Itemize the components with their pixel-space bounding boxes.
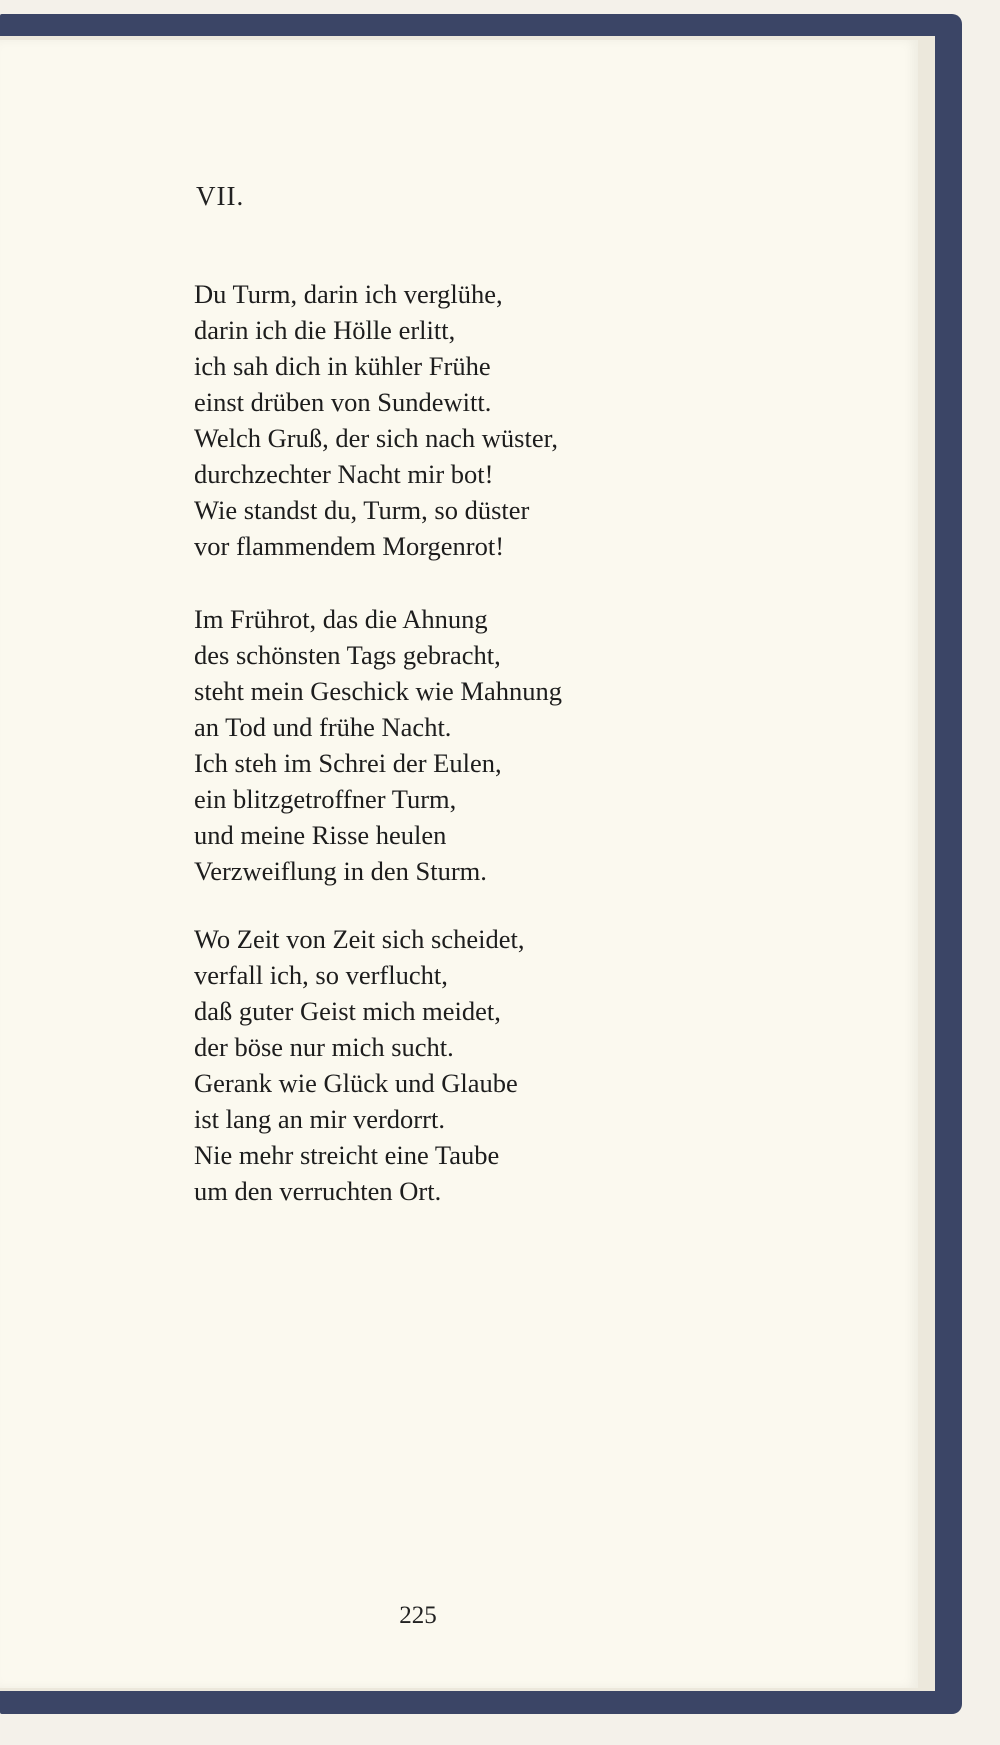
- poem-line: Wo Zeit von Zeit sich scheidet,: [194, 924, 525, 954]
- poem-line: Du Turm, darin ich verglühe,: [194, 279, 503, 309]
- poem-line: vor flammendem Morgenrot!: [194, 531, 505, 561]
- poem-line: Welch Gruß, der sich nach wüster,: [194, 423, 558, 453]
- poem-line: steht mein Geschick wie Mahnung: [194, 676, 562, 706]
- poem-line: Verzweiflung in den Sturm.: [194, 856, 487, 886]
- poem-line: durchzechter Nacht mir bot!: [194, 459, 494, 489]
- book-page: [0, 40, 918, 1688]
- poem-line: daß guter Geist mich meidet,: [194, 996, 501, 1026]
- stanza-2: [194, 601, 562, 889]
- page-number: 225: [399, 1602, 437, 1629]
- poem-line: einst drüben von Sundewitt.: [194, 387, 492, 417]
- poem-line: des schönsten Tags gebracht,: [194, 640, 501, 670]
- poem-line: der böse nur mich sucht.: [194, 1032, 454, 1062]
- poem-line: verfall ich, so verflucht,: [194, 960, 448, 990]
- poem-line: und meine Risse heulen: [194, 820, 447, 850]
- poem-line: Ich steh im Schrei der Eulen,: [194, 748, 502, 778]
- poem-line: Wie standst du, Turm, so düster: [194, 495, 530, 525]
- poem-line: an Tod und frühe Nacht.: [194, 712, 452, 742]
- poem-line: Gerank wie Glück und Glaube: [194, 1068, 518, 1098]
- poem-line: ist lang an mir verdorrt.: [194, 1104, 445, 1134]
- poem-line: darin ich die Hölle erlitt,: [194, 315, 456, 345]
- poem-line: ich sah dich in kühler Frühe: [194, 351, 491, 381]
- poem-line: Im Frührot, das die Ahnung: [194, 604, 488, 634]
- stanza-1: [194, 276, 558, 564]
- poem-line: um den verruchten Ort.: [194, 1176, 442, 1206]
- chapter-heading: VII.: [196, 181, 245, 211]
- poem-line: ein blitzgetroffner Turm,: [194, 784, 457, 814]
- poem-line: Nie mehr streicht eine Taube: [194, 1140, 500, 1170]
- stanza-3: [194, 921, 525, 1209]
